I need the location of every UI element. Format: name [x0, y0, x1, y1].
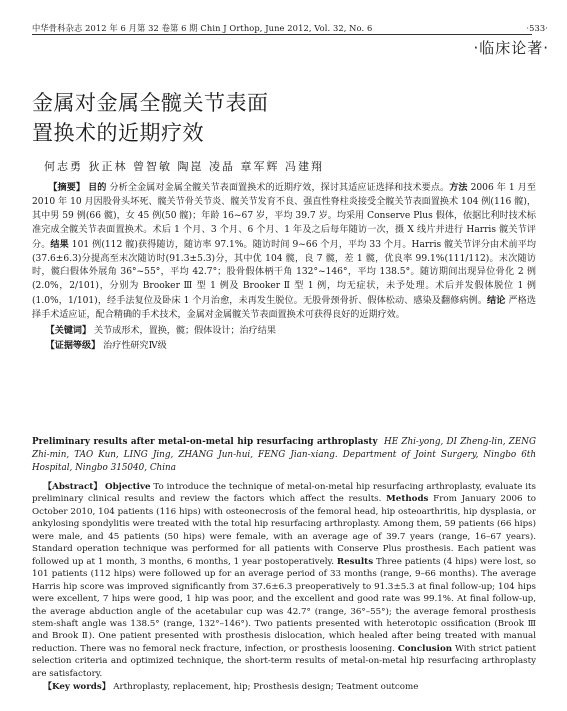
abstract-en [32, 481, 536, 694]
keywords-cn-label: 【关键词】 [45, 325, 92, 337]
objective-cn-label: 目的 [88, 182, 107, 193]
section-tag: ·临床论著· [473, 39, 549, 57]
evidence-grade-cn [32, 339, 536, 354]
abstract-cn-body [32, 181, 536, 323]
conclusion-cn-label: 结论 [487, 295, 506, 307]
keywords-en-text: Arthroplasty, replacement, hip; Prosthesis design; Teatment outcome [113, 682, 419, 693]
objective-en-label: Objective [105, 482, 151, 492]
article-title-en: Preliminary results after metal-on-metal hip resurfacing arthroplasty [32, 437, 378, 447]
abstract-cn-label: 【摘要】 [48, 182, 86, 193]
keywords-en-label: 【Key words】 [43, 682, 111, 693]
conclusion-en-text: With strict patient selection criteria and optimized technique, the short-term results of metal-on-metal hip resurfacing arthroplasty are satisfactory. [32, 643, 536, 679]
results-cn-label: 结果 [50, 238, 69, 250]
objective-en-text: To introduce the technique of metal-on-metal hip resurfacing arthroplasty, evaluate its preliminary clinical results and review the factors which affect the results. [32, 482, 536, 505]
page-number: ·533· [526, 23, 548, 33]
article-title-en-block [32, 436, 536, 475]
abstract-cn [32, 181, 536, 354]
conclusion-cn-text: 严格选择手术适应证，配合精确的手术技术，金属对金属髋关节表面置换术可获得良好的近期疗效。 [32, 296, 536, 321]
methods-cn-text: 2006 年 1 月至 2010 年 10 月因股骨头坏死、髋关节骨关节炎、髋关节发育不良、强直性脊柱炎接受全髋关节表面置换术 104 例(116 髋)，其中男 59 例(66 髋)，女 45 例(50 髋)；年龄 16~67 岁，平均 39.7 岁。均采用 Conserve Plus 假体，依据比利时技术标准完成全髋关节表面置换术。术后 1 个月、3 个月、6 个月、1 年及之后每年随访一次，摄 X 线片并进行 Harris 髋关节评分。 [32, 183, 536, 250]
running-head [32, 22, 548, 35]
article-title-cn-line-1: 金属对金属全髋关节表面 [32, 91, 269, 115]
abstract-en-label: 【Abstract】 [43, 482, 103, 492]
evidence-grade-label: 【证据等级】 [45, 339, 101, 351]
methods-en-text: From January 2006 to October 2010, 104 patients (116 hips) with osteonecrosis of the femoral head, hip osteoarthritis, hip dysplasia, or ankylosing spondylitis were treated with the total hip resurfacing arthroplasty. Among them, 59 patients (66 hips) were male, and 45 patients (50 hips) were female, with an average age of 39.7 years (range, 16–67 years). Standard operation technique was performed for all patients with Conserve Plus prosthesis. Each patient was followed up at 1 month, 3 months, 6 months, 1 year postoperatively. [32, 494, 537, 567]
methods-en-label: Methods [386, 494, 429, 505]
conclusion-en-label: Conclusion [397, 643, 453, 654]
article-title-cn [32, 88, 362, 148]
results-cn-text: 101 例(112 髋)获得随访，随访率 97.1%。随访时间 9~66 个月，平均 33 个月。Harris 髋关节评分由术前平均(37.6±6.3)分提高至末次随访时(91.3±5.3)分，其中优 104 髋，良 7 髋，差 1 髋，优良率 99.1%(111/112)。末次随访时，髋臼假体外展角 36°~55°，平均 42.7°；股骨假体柄干角 132°~146°，平均 138.5°。随访期间出现异位骨化 2 例(2.0%，2/101)，分别为 Brooker Ⅲ 型 1 例及 Brooker Ⅱ 型 1 例，均无症状，未予处理。术后并发假体脱位 1 例(1.0%，1/101)，经手法复位及卧床 1 个月治愈，未再发生脱位。无股骨颈骨折、假体松动、感染及翻修病例。 [32, 239, 536, 307]
results-en-label: Results [336, 556, 374, 567]
authors-affiliation-en: HE Zhi-yong, DI Zheng-lin, ZENG Zhi-min, TAO Kun, LING Jing, ZHANG Jun-hui, FENG Jian-xiang. Department of Joint Surgery, Ningbo 6th Hospital, Ningbo 315040, China [32, 437, 536, 473]
running-head-text: 中华骨科杂志 2012 年 6 月第 32 卷第 6 期 Chin J Orthop, June 2012, Vol. 32, No. 6 [32, 23, 373, 33]
evidence-grade-text: 治疗性研究Ⅳ级 [103, 340, 167, 351]
results-en-text: Three patients (4 hips) were lost, so 101 patients (112 hips) were followed up for an average period of 33 months (range, 9–66 months). The average Harris hip score was improved significantly from 37.6±6.3 preoperatively to 91.3±5.3 at final follow-up; 104 hips were excellent, 7 hips were good, 1 hip was poor, and the excellent and good rate was 99.1%. At final follow-up, the average abduction angle of the acetabular cup was 42.7° (range, 36°–55°); the average femoral prosthesis stem-shaft angle was 138.5° (range, 132°–146°). Two patients presented with heterotopic ossification (Brook Ⅲ and Brook Ⅱ). One patient presented with prosthesis dislocation, which healed after being treated with manual reduction. There was no femoral neck fracture, infection, or prosthesis loosening. [32, 556, 536, 654]
methods-cn-label: 方法 [449, 182, 468, 193]
authors-cn: 何志勇 狄正林 曾智敏 陶崑 凌晶 章军辉 冯建翔 [44, 160, 324, 173]
keywords-cn [32, 324, 536, 339]
keywords-cn-text: 关节成形术，置换，髋；假体设计；治疗结果 [94, 326, 276, 337]
abstract-en-body [32, 481, 536, 680]
article-title-cn-line-2: 置换术的近期疗效 [32, 121, 204, 145]
keywords-en [32, 681, 536, 693]
objective-cn-text: 分析全金属对金属全髋关节表面置换术的近期疗效，探讨其适应证选择和技术要点。 [109, 183, 450, 193]
